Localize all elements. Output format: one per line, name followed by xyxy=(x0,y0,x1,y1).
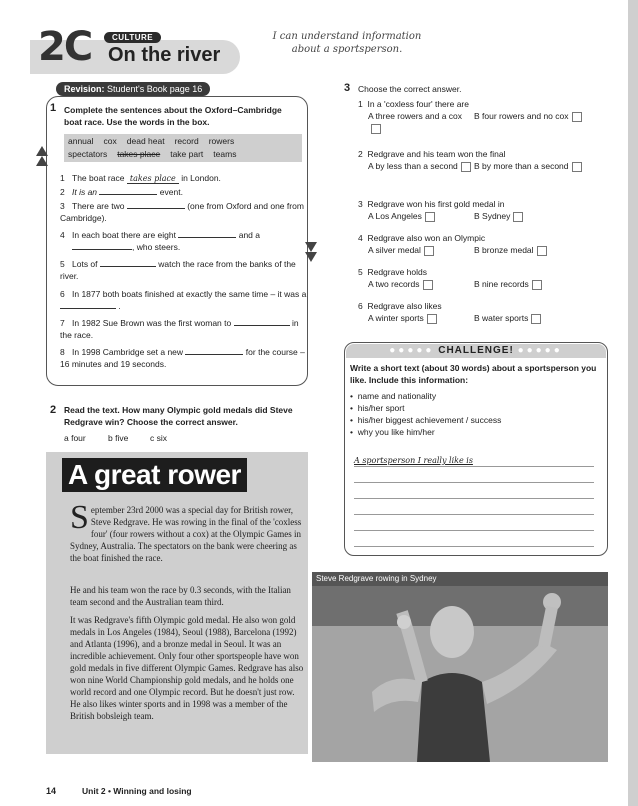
option-b[interactable] xyxy=(474,210,594,222)
sentence-text: for the course – 16 minutes and 19 seconds. xyxy=(60,347,305,369)
question-number: 5 xyxy=(358,267,363,277)
word: dead heat xyxy=(126,136,165,146)
question-number: 3 xyxy=(358,199,363,209)
sentence-4 xyxy=(60,229,310,253)
question-4 xyxy=(358,232,608,256)
exercise-3-instruction: Choose the correct answer. xyxy=(358,84,462,94)
option-text: A silver medal xyxy=(368,245,421,255)
article-text: eptember 23rd 2000 was a special day for British rower, Steve Redgrave. He was rowing in the final of the 'coxless four' (four rowers without a cox) at the Olympic Games in Sydney, Australia. The spectators on the bank were cheering as the boat finished the race. xyxy=(70,505,302,563)
unit-badge xyxy=(30,22,110,68)
sentence-number: 6 xyxy=(60,289,65,299)
sentence-text: event. xyxy=(159,187,183,197)
sentence-number: 7 xyxy=(60,318,65,328)
option-b[interactable] xyxy=(474,312,594,324)
option-a[interactable] xyxy=(358,110,474,134)
option-a[interactable] xyxy=(358,160,474,172)
checkbox[interactable] xyxy=(461,162,471,172)
question-text: Redgrave holds xyxy=(367,267,428,277)
drop-cap: S xyxy=(70,499,89,536)
sentence-5 xyxy=(60,258,310,282)
arrow-up-icon xyxy=(36,156,48,166)
challenge-starter: A sportsperson I really like is xyxy=(354,456,473,465)
option-text: A by less than a second xyxy=(368,161,458,171)
word: record xyxy=(174,136,199,146)
culture-tag: CULTURE xyxy=(104,32,161,43)
exercise-2-option-b[interactable]: b five xyxy=(108,433,129,443)
option-a[interactable] xyxy=(358,210,474,222)
photo-caption: Steve Redgrave rowing in Sydney xyxy=(312,572,608,586)
answer-blank[interactable] xyxy=(127,200,185,209)
word: cox xyxy=(103,136,117,146)
question-text: Redgrave also likes xyxy=(367,301,442,311)
option-text: A three rowers and a cox xyxy=(368,111,463,121)
sentence-6 xyxy=(60,288,310,312)
answer-blank[interactable] xyxy=(185,346,243,355)
answer-blank[interactable] xyxy=(60,300,116,309)
exercise-2-number: 2 xyxy=(50,404,57,416)
bullet-item: • his/her biggest achievement / success xyxy=(350,415,502,425)
question-3 xyxy=(358,198,608,222)
exercise-1-number: 1 xyxy=(50,102,57,114)
sentence-text: (one from Oxford and one from Cambridge). xyxy=(60,201,304,223)
question-number: 1 xyxy=(358,99,363,109)
sentence-text: The boat race xyxy=(72,173,125,183)
checkbox[interactable] xyxy=(532,280,542,290)
writing-line[interactable] xyxy=(354,466,594,467)
writing-line[interactable] xyxy=(354,546,594,547)
option-a[interactable] xyxy=(358,278,474,290)
sentence-text: In 1982 Sue Brown was the first woman to xyxy=(72,318,232,328)
sentence-text: , who steers. xyxy=(132,242,181,252)
option-b[interactable] xyxy=(474,160,594,172)
footer-unit: Unit 2 • Winning and losing xyxy=(82,786,192,796)
challenge-instruction: Write a short text (about 30 words) about a sportsperson you like. Include this information: xyxy=(350,363,597,385)
revision-text: Student's Book page 16 xyxy=(104,84,203,94)
sentence-text: watch the race from the banks of the river. xyxy=(60,259,296,281)
checkbox[interactable] xyxy=(531,314,541,324)
word: take part xyxy=(170,149,204,159)
rower-illustration xyxy=(312,572,608,762)
exercise-2-option-c[interactable]: c six xyxy=(150,433,167,443)
question-2 xyxy=(358,148,608,172)
bullet-text: his/her sport xyxy=(357,403,405,413)
sentence-number: 2 xyxy=(60,187,65,197)
question-text: Redgrave and his team won the final xyxy=(367,149,506,159)
checkbox[interactable] xyxy=(371,124,381,134)
answer-blank[interactable] xyxy=(99,186,157,195)
checkbox[interactable] xyxy=(424,246,434,256)
option-text: A winter sports xyxy=(368,313,424,323)
question-number: 2 xyxy=(358,149,363,159)
word: teams xyxy=(213,149,237,159)
bullet-item: • his/her sport xyxy=(350,403,405,413)
sentence-number: 3 xyxy=(60,201,65,211)
sentence-text: . xyxy=(118,301,121,311)
sentence-2 xyxy=(60,186,310,198)
word-crossed-out: takes place xyxy=(117,149,161,159)
word: annual xyxy=(68,136,94,146)
article-paragraph-2: He and his team won the race by 0.3 seconds, with the Italian team second and the Australian team third. xyxy=(70,585,291,607)
unit-number: 2C xyxy=(38,24,92,70)
question-6 xyxy=(358,300,608,324)
sentence-number: 1 xyxy=(60,173,65,183)
option-a[interactable] xyxy=(358,244,474,256)
sentence-text: and a xyxy=(238,230,260,240)
answer-blank[interactable]: takes place xyxy=(127,175,179,184)
question-text: Redgrave also won an Olympic xyxy=(367,233,486,243)
answer-blank[interactable] xyxy=(100,258,156,267)
option-text: B by more than a second xyxy=(474,161,569,171)
sentence-text: In 1877 both boats finished at exactly the same time – it was a xyxy=(72,289,307,299)
bullet-item: • why you like him/her xyxy=(350,427,435,437)
checkbox[interactable] xyxy=(572,162,582,172)
word-row-1 xyxy=(68,135,298,148)
sentence-number: 8 xyxy=(60,347,65,357)
exercise-2-instruction: Read the text. How many Olympic gold medals did Steve Redgrave win? Choose the correct answer. xyxy=(64,405,293,427)
challenge-bullets xyxy=(350,390,602,438)
word-box xyxy=(64,134,302,162)
sentence-text: In each boat there are eight xyxy=(72,230,176,240)
writing-line[interactable] xyxy=(354,530,594,531)
answer-blank[interactable] xyxy=(178,229,236,238)
sentence-8 xyxy=(60,346,310,370)
option-a[interactable] xyxy=(358,312,474,324)
exercise-1-instruction: Complete the sentences about the Oxford–Cambridge boat race. Use the words in the box. xyxy=(64,105,282,127)
bullet-text: why you like him/her xyxy=(357,427,435,437)
option-text: B Sydney xyxy=(474,211,511,221)
word: spectators xyxy=(68,149,108,159)
question-number: 6 xyxy=(358,301,363,311)
checkbox[interactable] xyxy=(425,212,435,222)
sentence-text: Lots of xyxy=(72,259,98,269)
sentence-text: In 1998 Cambridge set a new xyxy=(72,347,184,357)
checkbox[interactable] xyxy=(513,212,523,222)
sentence-7 xyxy=(60,317,310,341)
option-b[interactable] xyxy=(474,110,594,134)
sentence-3 xyxy=(60,200,310,224)
word-row-2 xyxy=(68,148,298,161)
writing-line[interactable] xyxy=(354,514,594,515)
writing-line[interactable] xyxy=(354,498,594,499)
question-text: Redgrave won his first gold medal in xyxy=(367,199,505,209)
page-edge xyxy=(628,0,638,806)
sentence-text: There are two xyxy=(72,201,125,211)
sentence-text: in the race. xyxy=(60,318,299,340)
checkbox[interactable] xyxy=(537,246,547,256)
writing-line[interactable] xyxy=(354,482,594,483)
option-b[interactable] xyxy=(474,278,594,290)
article-title: A great rower xyxy=(62,458,247,492)
option-text: B nine records xyxy=(474,279,529,289)
bullet-item: • name and nationality xyxy=(350,391,437,401)
revision-tag xyxy=(56,82,210,96)
option-b[interactable] xyxy=(474,244,594,256)
challenge-header: ●●●●● CHALLENGE! ●●●●● xyxy=(346,344,606,358)
question-1 xyxy=(358,98,608,134)
option-text: B four rowers and no cox xyxy=(474,111,569,121)
exercise-3-number: 3 xyxy=(344,82,351,94)
article-paragraph-3: It was Redgrave's fifth Olympic gold medal. He also won gold medals in Los Angeles (1984), Seoul (1988), Barcelona (1992) and Atlanta (1996), and a bronze medal in Seoul. It was an incredible achievement. Only four other sportspeople have won gold medals in five different Olympic Games. Redgrave has also won nine World Championship gold medals, and he holds one world record and one Olympic record. But he doesn't just row. He also likes winter sports and in 1998 was a member of the British bobsleigh team. xyxy=(70,615,304,721)
question-text: In a 'coxless four' there are xyxy=(367,99,469,109)
sentence-text: in London. xyxy=(181,173,221,183)
revision-prefix: Revision: xyxy=(64,84,105,94)
word: rowers xyxy=(208,136,235,146)
sentence-number: 5 xyxy=(60,259,65,269)
checkbox[interactable] xyxy=(423,280,433,290)
page-number: 14 xyxy=(46,786,57,796)
sentence-number: 4 xyxy=(60,230,65,240)
bullet-text: name and nationality xyxy=(357,391,437,401)
sentence-text: It is an xyxy=(72,187,98,197)
exercise-2-option-a[interactable]: a four xyxy=(64,433,86,443)
can-do-statement: I can understand information about a sportsperson. xyxy=(272,31,422,55)
option-text: B bronze medal xyxy=(474,245,534,255)
bullet-text: his/her biggest achievement / success xyxy=(357,415,502,425)
question-5 xyxy=(358,266,608,290)
sentence-1 xyxy=(60,172,310,184)
arrow-up-icon xyxy=(36,146,48,156)
question-number: 4 xyxy=(358,233,363,243)
answer-blank[interactable] xyxy=(234,317,290,326)
checkbox[interactable] xyxy=(427,314,437,324)
challenge-title: CHALLENGE! xyxy=(438,345,514,356)
option-text: A two records xyxy=(368,279,420,289)
option-text: B water sports xyxy=(474,313,529,323)
answer-blank[interactable] xyxy=(72,241,132,250)
option-text: A Los Angeles xyxy=(368,211,422,221)
lesson-title: On the river xyxy=(108,44,221,66)
checkbox[interactable] xyxy=(572,112,582,122)
article-paragraph-1 xyxy=(70,499,304,564)
photo-steve-redgrave xyxy=(312,572,608,762)
